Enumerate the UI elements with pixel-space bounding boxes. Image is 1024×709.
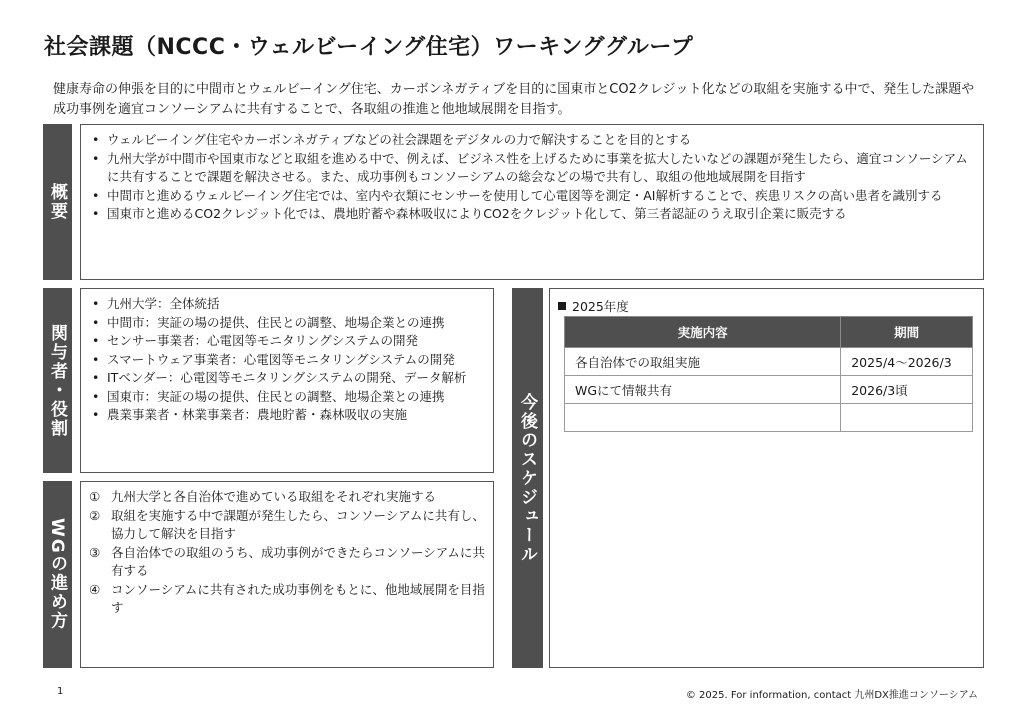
schedule-table [564, 316, 973, 432]
table-row [565, 348, 973, 376]
list-item: • 国東市：実証の場の提供、住民との調整、地場企業との連携 [87, 388, 489, 407]
list-item: • 九州大学：全体統括 [87, 295, 489, 314]
table-cell [841, 404, 973, 432]
list-item: ② 取組を実施する中で課題が発生したら、コンソーシアムに共有し、協力して解決を目指す [89, 507, 485, 541]
list-item: ③ 各自治体での取組のうち、成功事例ができたらコンソーシアムに共有する [89, 544, 485, 578]
copyright-text: © 2025. For information, contact 九州DX推進コンソーシアム [685, 690, 978, 701]
roles-label: 関与者・役割 [43, 288, 72, 473]
overview-list [87, 131, 977, 224]
roles-list [87, 295, 489, 425]
list-item: • 農業事業者・林業事業者：農地貯蓄・森林吸収の実施 [87, 406, 489, 425]
process-label: WGの進め方 [43, 481, 72, 668]
table-cell: 2026/3頃 [841, 376, 973, 404]
schedule-label: 今後のスケジュール [512, 288, 543, 668]
roles-panel [80, 288, 494, 473]
column-header: 実施内容 [565, 317, 841, 348]
square-bullet-icon [558, 302, 566, 310]
table-cell: 2025/4～2026/3 [841, 348, 973, 376]
table-row [565, 376, 973, 404]
table-header-row [565, 317, 973, 348]
list-item: • ITベンダー：心電図等モニタリングシステムの開発、データ解析 [87, 369, 489, 388]
table-cell: WGにて情報共有 [565, 376, 841, 404]
page-number: 1 [57, 686, 64, 697]
list-item: • スマートウェア事業者：心電図等モニタリングシステムの開発 [87, 351, 489, 370]
schedule-year: 2025年度 [558, 297, 629, 315]
table-cell [565, 404, 841, 432]
list-item: ④ コンソーシアムに共有された成功事例をもとに、他地域展開を目指す [89, 581, 485, 615]
column-header: 期間 [841, 317, 973, 348]
list-item: • ウェルビーイング住宅やカーボンネガティブなどの社会課題をデジタルの力で解決することを目的とする [87, 131, 977, 150]
list-item: • 九州大学が中間市や国東市などと取組を進める中で、例えば、ビジネス性を上げるために事業を拡大したいなどの課題が発生したら、適宜コンソーシアムに共有することで課題を解決させる。また、成功事例もコンソーシアムの総会などの場で共有し、取組の他地域展開を目指す [87, 150, 977, 187]
intro-text: 健康寿命の伸張を目的に中間市とウェルビーイング住宅、カーボンネガティブを目的に国東市とCO2クレジット化などの取組を実施する中で、発生した課題や成功事例を適宜コンソーシアムに共有することで、各取組の推進と他地域展開を目指す。 [53, 82, 975, 117]
list-item: • 中間市と進めるウェルビーイング住宅では、室内や衣類にセンサーを使用して心電図等を測定・AI解析することで、疾患リスクの高い患者を識別する [87, 187, 977, 206]
page-title: 社会課題（NCCC・ウェルビーイング住宅）ワーキンググループ [44, 35, 694, 60]
list-item: • 中間市：実証の場の提供、住民との調整、地場企業との連携 [87, 314, 489, 333]
overview-label: 概要 [43, 124, 72, 280]
table-row [565, 404, 973, 432]
process-panel [80, 481, 494, 668]
list-item: ① 九州大学と各自治体で進めている取組をそれぞれ実施する [89, 489, 437, 504]
list-item: • センサー事業者：心電図等モニタリングシステムの開発 [87, 332, 489, 351]
process-list [89, 488, 487, 618]
overview-panel [80, 124, 984, 280]
list-item: • 国東市と進めるCO2クレジット化では、農地貯蓄や森林吸収によりCO2をクレジット化して、第三者認証のうえ取引企業に販売する [87, 205, 977, 224]
table-cell: 各自治体での取組実施 [565, 348, 841, 376]
